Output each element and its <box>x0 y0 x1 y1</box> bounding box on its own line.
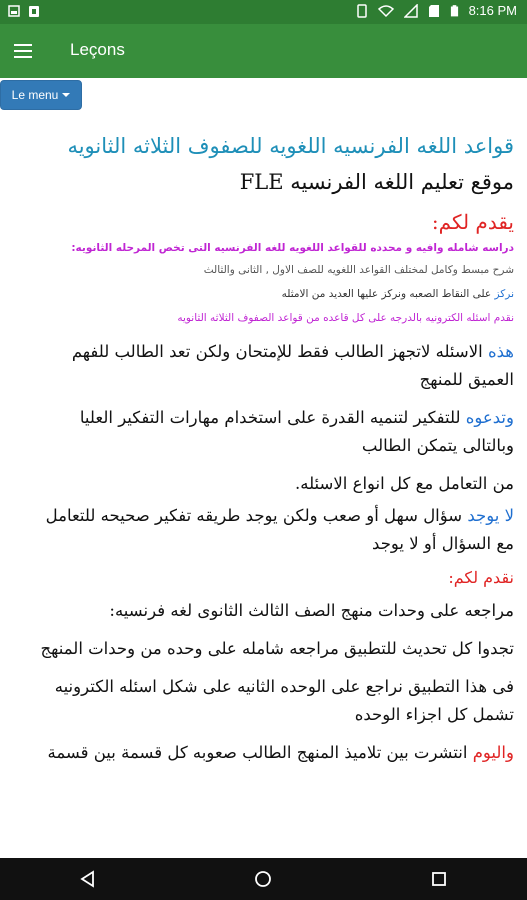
para2-rest: للتفكير لتنميه القدرة على استخدام مهارات التفكير العليا وبالتالى يتمكن الطالب <box>79 408 514 455</box>
caret-down-icon <box>62 93 70 97</box>
paragraph-5: تجدوا كل تحديث للتطبيق مراجعه شامله على وحده من وحدات المنهج <box>40 639 514 658</box>
intro-heading: يقدم لكم: <box>431 210 514 234</box>
paragraph-3b <box>24 502 514 558</box>
para3-line1: من التعامل مع كل انواع الاسئله. <box>295 474 514 493</box>
page-title: Leçons <box>70 40 125 59</box>
home-button[interactable] <box>243 859 283 899</box>
para7-keyword: واليوم <box>472 743 514 762</box>
battery-saver-icon <box>356 4 368 18</box>
signal-icon <box>404 4 418 18</box>
sd-card-icon <box>428 4 440 18</box>
recents-icon <box>430 870 448 888</box>
paragraph-1 <box>24 338 514 394</box>
focus-text <box>24 288 514 300</box>
paragraph-3 <box>24 470 514 498</box>
questions-purple-text: نقدم اسئله الكترونيه بالدرجه على كل قاعده من قواعد الصفوف الثلاثه الثانويه <box>177 312 514 324</box>
offer-heading: نقدم لكم: <box>448 568 514 587</box>
battery-icon <box>450 4 459 18</box>
article-title: قواعد اللغه الفرنسيه اللغويه للصفوف الثلاثه الثانويه <box>67 134 514 158</box>
para1-rest: الاسئله لاتجهز الطالب فقط للإمتحان ولكن تعد الطالب للفهم العميق للمنهج <box>71 342 514 389</box>
status-bar <box>0 0 527 24</box>
paragraph-6: فى هذا التطبيق نراجع على الوحده الثانيه على شكل اسئله الكترونيه تشمل كل اجزاء الوحده <box>54 677 514 724</box>
status-time: 8:16 PM <box>468 3 517 18</box>
focus-keyword: نركز <box>494 288 514 300</box>
para7-rest: انتشرت بين تلاميذ المنهج الطالب صعوبه كل قسمة بين قسمة <box>47 743 473 762</box>
para3-rest: سؤال سهل أو صعب ولكن يوجد طريقه تفكير صحيحه للتعامل مع السؤال أو لا يوجد <box>45 506 514 553</box>
home-icon <box>254 870 272 888</box>
paragraph-2 <box>24 404 514 460</box>
para2-keyword: وتدعوه <box>465 408 514 427</box>
system-nav-bar <box>0 858 527 900</box>
notification-icon <box>28 4 40 18</box>
focus-rest: على النقاط الصعبه ونركز عليها العديد من الامثله <box>281 288 495 300</box>
para3-keyword: لا يوجد <box>467 506 514 525</box>
intro-purple-text: دراسه شامله وافيه و محدده للقواعد اللغويه للغه الفرنسيه التى تخص المرحله الثانويه: <box>71 242 514 254</box>
paragraph-4: مراجعه على وحدات منهج الصف الثالث الثانوى لغه فرنسيه: <box>109 601 514 620</box>
back-icon <box>79 870 97 888</box>
main-content[interactable] <box>0 78 527 858</box>
article <box>24 134 514 777</box>
le-menu-label: Le menu <box>11 88 59 102</box>
le-menu-dropdown[interactable] <box>0 80 82 110</box>
para1-keyword: هذه <box>487 342 514 361</box>
image-icon <box>8 4 20 18</box>
wifi-icon <box>378 4 394 18</box>
hamburger-menu-icon[interactable] <box>14 37 42 65</box>
back-button[interactable] <box>68 859 108 899</box>
article-subtitle: موقع تعليم اللغه الفرنسيه FLE <box>239 170 514 194</box>
paragraph-7 <box>24 739 514 767</box>
intro-gray-text: شرح مبسط وكامل لمختلف القواعد اللغويه للصف الاول , الثانى والثالث <box>203 264 514 276</box>
app-bar <box>0 24 527 78</box>
recents-button[interactable] <box>419 859 459 899</box>
